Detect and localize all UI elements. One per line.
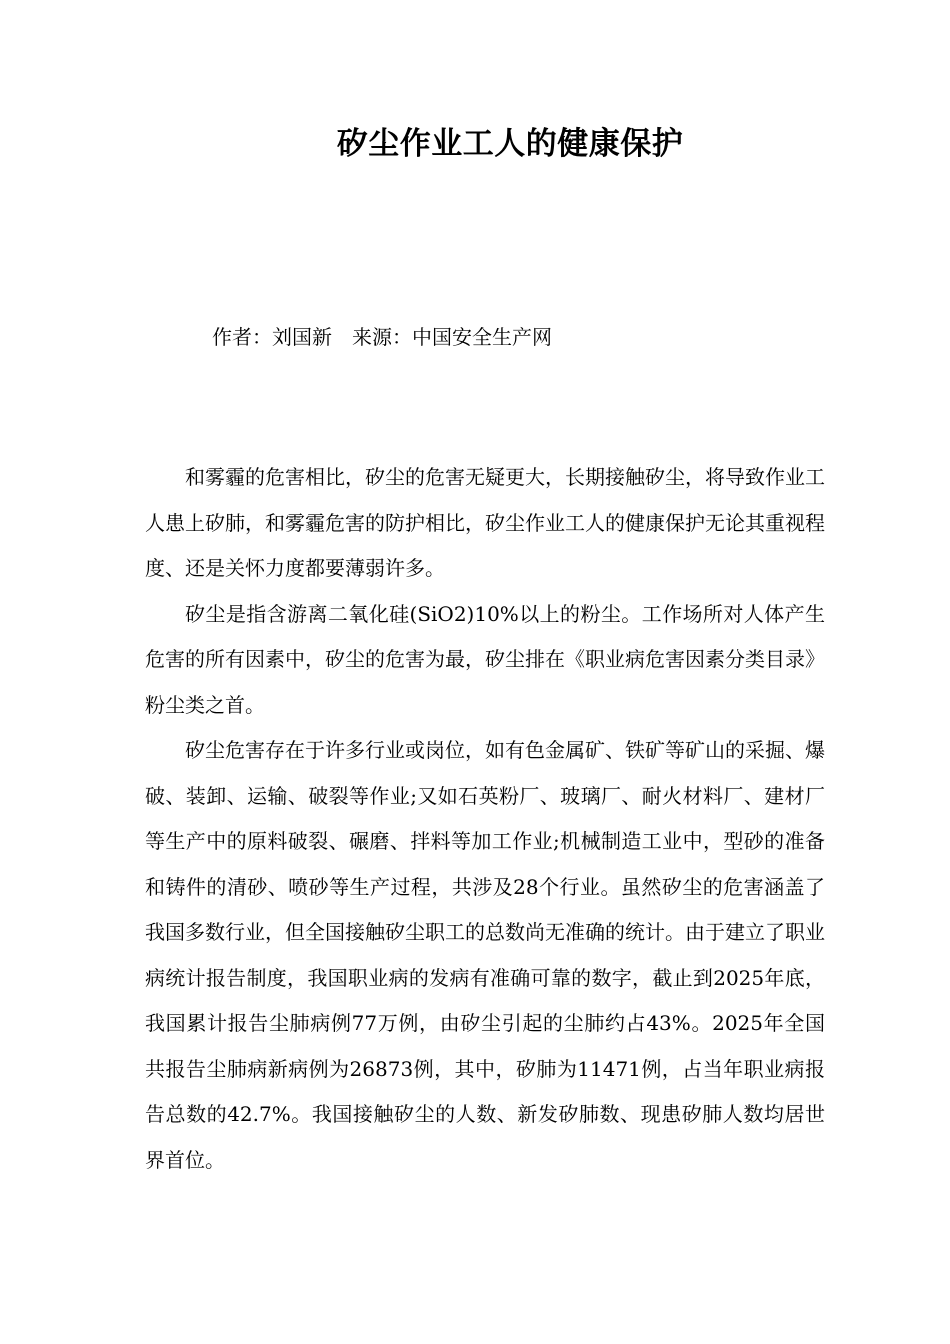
- author-source-line: 作者：刘国新 来源：中国安全生产网: [212, 325, 552, 349]
- document-title: 矽尘作业工人的健康保护: [336, 126, 684, 162]
- paragraph-1: 和雾霾的危害相比，矽尘的危害无疑更大，长期接触矽尘，将导致作业工人患上矽肺，和雾霾危害的防护相比，矽尘作业工人的健康保护无论其重视程度、还是关怀力度都要薄弱许多。: [145, 465, 825, 580]
- paragraph-2: 矽尘是指含游离二氧化硅(SiO2)10%以上的粉尘。工作场所对人体产生危害的所有因素中，矽尘的危害为最，矽尘排在《职业病危害因素分类目录》粉尘类之首。: [145, 601, 825, 717]
- paragraph-3: 矽尘危害存在于许多行业或岗位，如有色金属矿、铁矿等矿山的采掘、爆破、装卸、运输、破裂等作业;又如石英粉厂、玻璃厂、耐火材料厂、建材厂等生产中的原料破裂、碾磨、拌料等加工作业;机械制造工业中，型砂的准备和铸件的清砂、喷砂等生产过程，共涉及28个行业。虽然矽尘的危害涵盖了我国多数行业，但全国接触矽尘职工的总数尚无准确的统计。由于建立了职业病统计报告制度，我国职业病的发病有准确可靠的数字，截止到2025年底，我国累计报告尘肺病例77万例，由矽尘引起的尘肺约占43%。2025年全国共报告尘肺病新病例为26873例，其中，矽肺为11471例，占当年职业病报告总数的42.7%。我国接触矽尘的人数、新发矽肺数、现患矽肺人数均居世界首位。: [145, 738, 825, 1172]
- document-body: [145, 455, 825, 1183]
